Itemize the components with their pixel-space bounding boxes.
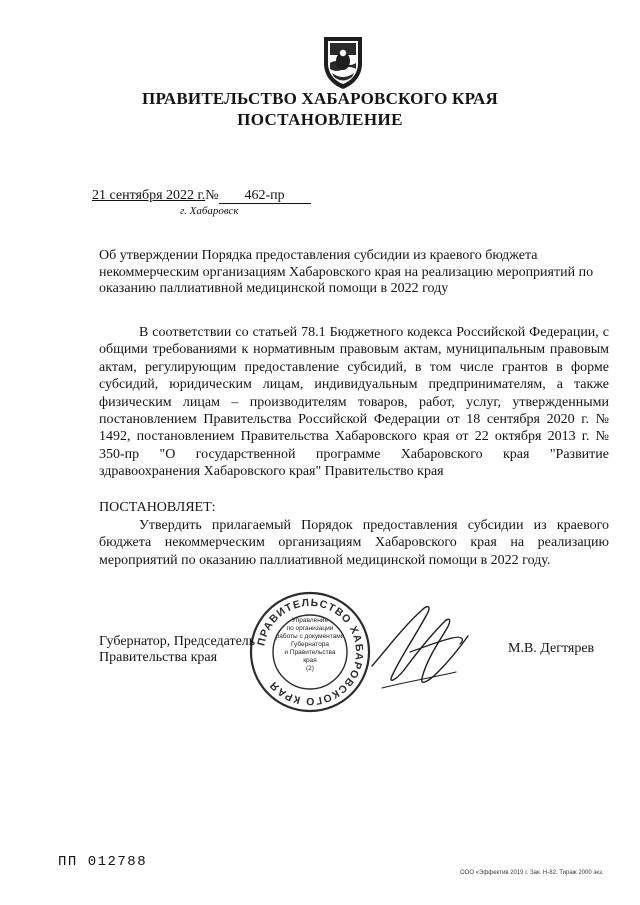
number-label: № — [205, 188, 219, 203]
preamble-paragraph: В соответствии со статьей 78.1 Бюджетного кодекса Российской Федерации, с общими требованиями к нормативным правовым актам, муниципальным правовым актам, регулирующим предоставление субсидий, в том числе грантов в форме субсидий, юридическим лицам, индивидуальным предпринимателям, а также физическим лицам – производителям товаров, работ, услуг, утвержденными постановлением Правительства Российской Федерации от 18 сентября 2020 г. № 1492, постановлением Правительства Хабаровского края от 22 октября 2013 г. № 350-пр "О государственной программе Хабаровского края "Развитие здравоохранения Хабаровского края" Правительство края — [99, 325, 609, 480]
handwritten-signature — [352, 592, 484, 702]
registration-city: г. Хабаровск — [180, 205, 239, 217]
registration-number: 462-пр — [219, 189, 311, 204]
registration-date: 21 сентября 2022 г. — [92, 188, 206, 203]
printer-imprint: ООО «Эффектив 2019 г. Зак. Н-82. Тираж 2000 экз. — [460, 870, 604, 876]
decree-paragraph: Утвердить прилагаемый Порядок предоставления субсидии из краевого бюджета некоммерческим организациям Хабаровского края на реализацию мероприятий по оказанию паллиативной медицинской помощи в 2022 году. — [99, 518, 609, 568]
document-subject: Об утверждении Порядка предоставления субсидии из краевого бюджета некоммерческим организациям Хабаровского края на реализацию мероприятий по оказанию паллиативной медицинской помощи в 2022 году — [99, 248, 594, 296]
resolves-heading: ПОСТАНОВЛЯЕТ: — [99, 500, 216, 515]
khabarovsk-coat-of-arms-icon — [318, 33, 368, 91]
government-title: ПРАВИТЕЛЬСТВО ХАБАРОВСКОГО КРАЯ — [142, 89, 498, 108]
signatory-position — [99, 634, 255, 666]
signatory-position-line2: Правительства края — [99, 650, 218, 665]
registration-line — [92, 188, 311, 204]
stamp-inner-text: Управление по организации работы с документами Губернатора и Правительства края (2) — [275, 617, 345, 672]
form-registration-number: ПП 012788 — [58, 854, 148, 870]
signatory-position-line1: Губернатор, Председатель — [99, 634, 256, 649]
signatory-name: М.В. Дегтярев — [508, 641, 595, 656]
stamp-ring-text: ПРАВИТЕЛЬСТВО ХАБАРОВСКОГО КРАЯ — [255, 596, 366, 708]
document-type: ПОСТАНОВЛЕНИЕ — [237, 110, 403, 129]
